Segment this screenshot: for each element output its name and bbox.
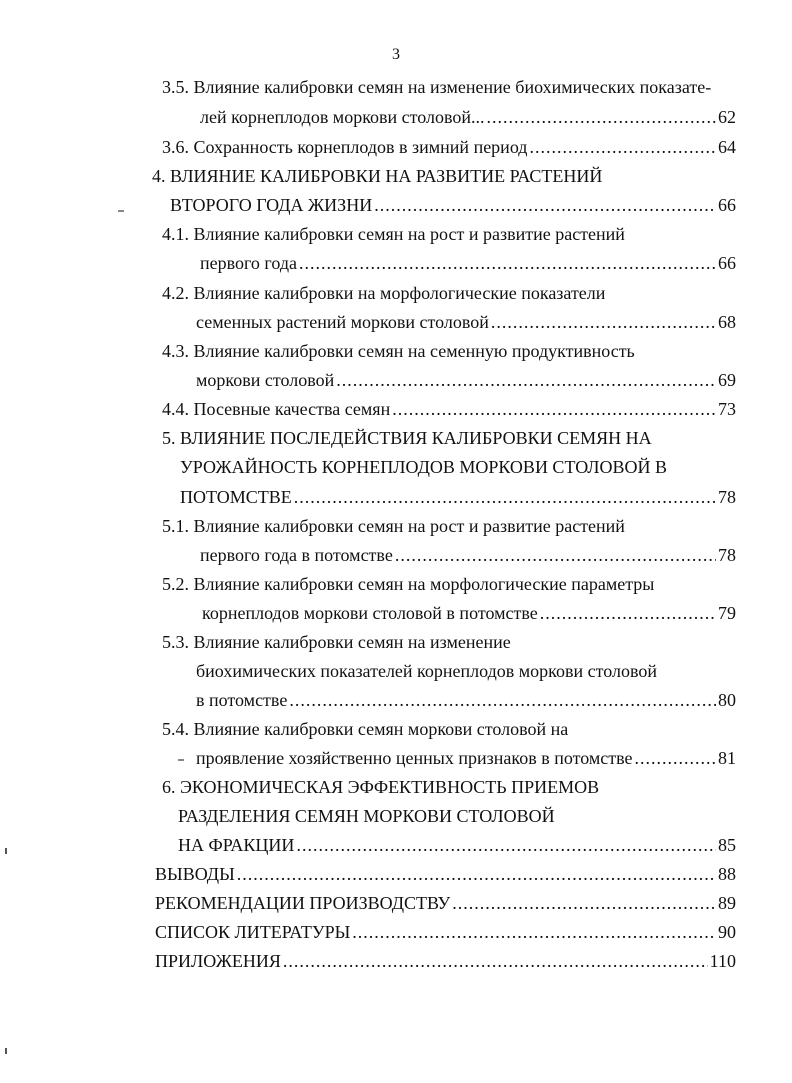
toc-3-5-title-line1: 3.5. Влияние калибровки семян на изменение биохимических показате-	[162, 77, 712, 97]
toc-4-1	[200, 252, 736, 274]
leader-dots	[352, 921, 716, 943]
toc-3-6-title: 3.6. Сохранность корнеплодов в зимний период	[162, 137, 528, 157]
toc-4-1-title-line2: первого года	[200, 253, 297, 273]
toc-5-1-title-line2: первого года в потомстве	[200, 545, 393, 565]
toc-4-4-page: 73	[718, 399, 736, 419]
toc-3-6-page: 64	[718, 137, 736, 157]
toc-appendices-title: ПРИЛОЖЕНИЯ	[155, 951, 281, 971]
leader-dots	[491, 311, 716, 333]
toc-5-4	[196, 747, 736, 769]
toc-references	[155, 921, 736, 943]
leader-dots	[237, 863, 716, 885]
toc-ch5-title-line1: 5. ВЛИЯНИЕ ПОСЛЕДЕЙСТВИЯ КАЛИБРОВКИ СЕМЯН НА	[162, 428, 652, 448]
toc-ch5-title-line3: ПОТОМСТВЕ	[180, 487, 292, 507]
toc-references-page: 90	[718, 922, 736, 942]
leader-dots	[540, 602, 716, 624]
toc-4-3	[196, 369, 736, 391]
toc-4-2	[196, 311, 736, 333]
leader-dots	[336, 369, 716, 391]
toc-5-2-title-line2: корнеплодов моркови столовой в потомстве	[202, 603, 538, 623]
toc-ch5	[180, 486, 736, 508]
leader-dots	[374, 194, 716, 216]
toc-5-1-page: 78	[718, 545, 736, 565]
scan-mark	[118, 210, 124, 212]
toc-5-1	[200, 544, 736, 566]
toc-4-2-title-line1: 4.2. Влияние калибровки на морфологические показатели	[162, 283, 606, 303]
leader-dots	[296, 834, 716, 856]
toc-5-1-title-line1: 5.1. Влияние калибровки семян на рост и развитие растений	[162, 516, 625, 536]
toc-references-title: СПИСОК ЛИТЕРАТУРЫ	[155, 922, 351, 942]
toc-ch6-title-line3: НА ФРАКЦИИ	[178, 835, 295, 855]
toc-5-2-page: 79	[718, 603, 736, 623]
toc-4-1-page: 66	[718, 253, 736, 273]
toc-ch4	[170, 194, 736, 216]
toc-5-4-title-line1: 5.4. Влияние калибровки семян моркови столовой на	[162, 719, 569, 739]
leader-dots	[392, 398, 716, 420]
toc-3-5	[200, 106, 736, 128]
toc-4-2-title-line2: семенных растений моркови столовой	[196, 312, 489, 332]
toc-3-5-page: 62	[718, 107, 736, 127]
toc-5-3-page: 80	[718, 690, 736, 710]
leader-dots	[487, 106, 716, 128]
toc-appendices-page: 110	[709, 951, 736, 971]
toc-4-3-title-line2: моркови столовой	[196, 370, 335, 390]
toc-5-3	[196, 689, 736, 711]
scan-mark	[5, 1048, 7, 1054]
leader-dots	[395, 544, 716, 566]
scan-mark	[5, 848, 7, 854]
toc-ch6-title-line1: 6. ЭКОНОМИЧЕСКАЯ ЭФФЕКТИВНОСТЬ ПРИЕМОВ	[162, 777, 600, 797]
toc-conclusions-title: ВЫВОДЫ	[155, 864, 235, 884]
toc-ch6	[178, 834, 736, 856]
scan-mark	[178, 759, 184, 761]
toc-5-2	[202, 602, 736, 624]
leader-dots	[283, 950, 708, 972]
toc-3-5-title-line2: лей корнеплодов моркови столовой...	[200, 107, 485, 127]
toc-ch4-title-line2: ВТОРОГО ГОДА ЖИЗНИ	[170, 195, 373, 215]
toc-5-3-title-line3: в потомстве	[196, 690, 288, 710]
toc-4-3-page: 69	[718, 370, 736, 390]
toc-ch4-page: 66	[718, 195, 736, 215]
leader-dots	[294, 486, 716, 508]
toc-5-4-title-line2: проявление хозяйственно ценных признаков в потомстве	[196, 748, 633, 768]
toc-5-3-title-line2: биохимических показателей корнеплодов моркови столовой	[196, 661, 657, 681]
toc-4-4-title: 4.4. Посевные качества семян	[162, 399, 391, 419]
toc-4-4	[162, 398, 736, 420]
leader-dots	[635, 747, 716, 769]
toc-4-1-title-line1: 4.1. Влияние калибровки семян на рост и развитие растений	[162, 224, 625, 244]
toc-appendices	[155, 950, 736, 972]
toc-4-3-title-line1: 4.3. Влияние калибровки семян на семенную продуктивность	[162, 341, 635, 361]
toc-ch4-title-line1: 4. ВЛИЯНИЕ КАЛИБРОВКИ НА РАЗВИТИЕ РАСТЕНИЙ	[152, 166, 603, 186]
toc-ch5-page: 78	[718, 487, 736, 507]
leader-dots	[452, 892, 716, 914]
toc-conclusions	[155, 863, 736, 885]
toc-ch6-page: 85	[718, 835, 736, 855]
toc-4-2-page: 68	[718, 312, 736, 332]
toc-recommendations	[155, 892, 736, 914]
toc-conclusions-page: 88	[718, 864, 736, 884]
toc-recommendations-page: 89	[718, 893, 736, 913]
toc-ch6-title-line2: РАЗДЕЛЕНИЯ СЕМЯН МОРКОВИ СТОЛОВОЙ	[178, 806, 555, 826]
leader-dots	[289, 689, 716, 711]
toc-5-4-page: 81	[718, 748, 736, 768]
toc-recommendations-title: РЕКОМЕНДАЦИИ ПРОИЗВОДСТВУ	[155, 893, 451, 913]
toc-5-2-title-line1: 5.2. Влияние калибровки семян на морфологические параметры	[162, 574, 655, 594]
toc-ch5-title-line2: УРОЖАЙНОСТЬ КОРНЕПЛОДОВ МОРКОВИ СТОЛОВОЙ В	[180, 457, 668, 477]
toc-5-3-title-line1: 5.3. Влияние калибровки семян на изменение	[162, 632, 511, 652]
leader-dots	[299, 252, 716, 274]
leader-dots	[529, 136, 716, 158]
page-number: 3	[392, 46, 400, 63]
toc-3-6	[162, 136, 736, 158]
